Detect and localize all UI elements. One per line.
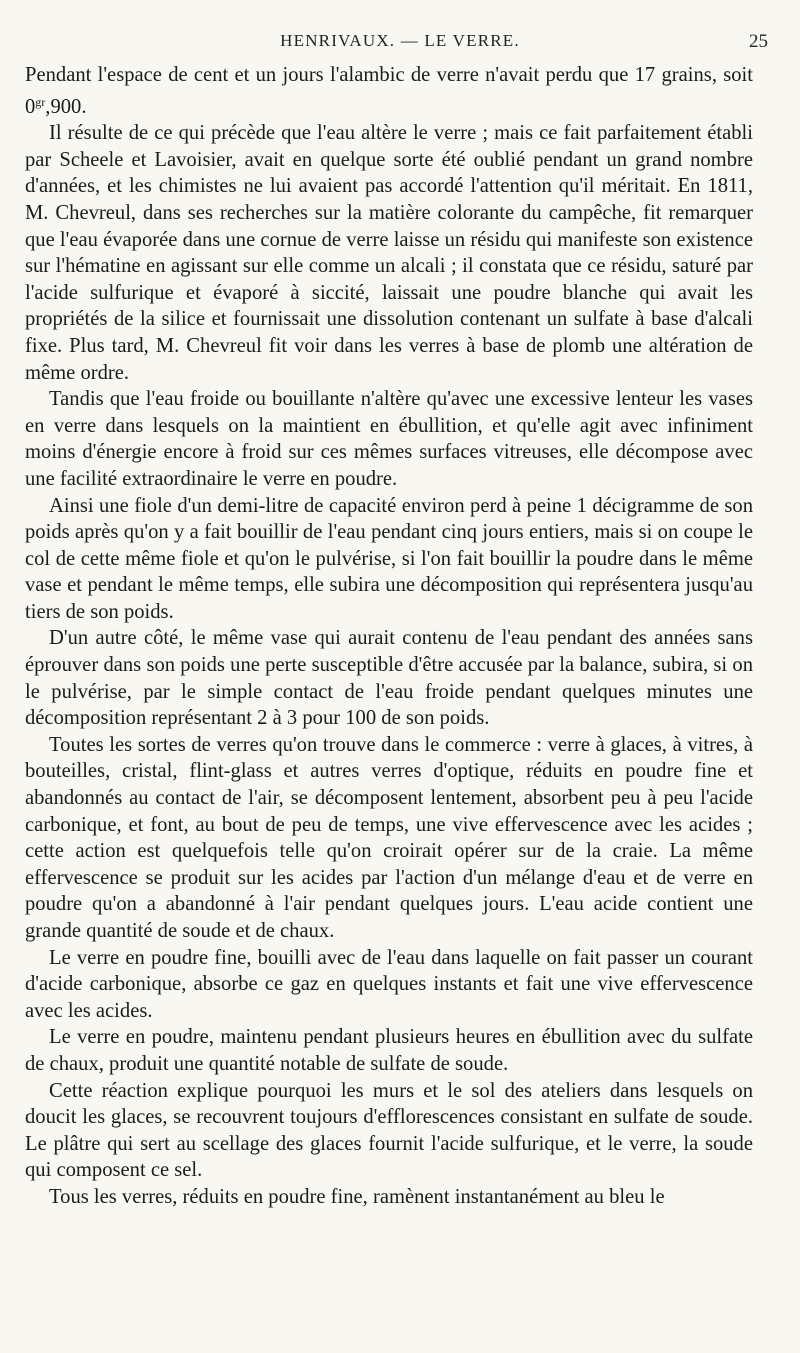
paragraph: Le verre en poudre fine, bouilli avec de l'eau dans laquelle on fait passer un courant d'acide carbonique, absorbe ce gaz en quelques instants et fait une vive effervescence avec les acides. xyxy=(25,946,753,1022)
paragraph: Il résulte de ce qui précède que l'eau altère le verre ; mais ce fait parfaitement établi par Scheele et Lavoisier, avait en quelque sorte été oublié pendant un grand nombre d'années, et les chimistes ne lui avaient pas accordé l'attention qu'il méritait. En 1811, M. Chevreul, dans ses recherches sur la matière colorante du campêche, fit remarquer que l'eau évaporée dans une cornue de verre laisse un résidu qui manifeste son existence sur l'hématine en agissant sur elle comme un alcali ; il constata que ce résidu, saturé par l'acide sulfurique et évaporé à siccité, laissait une poudre blanche qui avait les propriétés de la silice et fournissait une dissolution contenant un sulfate à base d'alcali fixe. Plus tard, M. Chevreul fit voir dans les verres à base de plomb une altération de même ordre. xyxy=(25,122,753,384)
paragraph: Tous les verres, réduits en poudre fine, ramènent instantanément au bleu le xyxy=(49,1185,665,1208)
paragraph: Le verre en poudre, maintenu pendant plusieurs heures en ébullition avec du sulfate de chaux, produit une quantité notable de sulfate de soude. xyxy=(25,1026,753,1075)
paragraph-text: ,900. xyxy=(45,95,87,118)
superscript-unit: gr xyxy=(35,94,46,109)
page-header xyxy=(0,27,800,57)
paragraph: Ainsi une fiole d'un demi-litre de capacité environ perd à peine 1 décigramme de son poids après qu'on y a fait bouillir de l'eau pendant cinq jours entiers, mais si on coupe le col de cette même fiole et qu'on le pulvérise, si l'on fait bouillir la poudre dans le même vase et pendant le même temps, elle subira une décomposition qui représentera jusqu'au tiers de son poids. xyxy=(25,494,753,623)
body-text xyxy=(25,62,753,1211)
page-number: 25 xyxy=(749,31,768,52)
paragraph: D'un autre côté, le même vase qui aurait contenu de l'eau pendant des années sans éprouver dans son poids une perte susceptible d'être accusée par la balance, subira, si on le pulvérise, par le simple contact de l'eau froide pendant quelques minutes une décomposition représentant 2 à 3 pour 100 de son poids. xyxy=(25,627,753,730)
paragraph: Cette réaction explique pourquoi les murs et le sol des ateliers dans lesquels on doucit les glaces, se recouvrent toujours d'efflorescences consistant en sulfate de soude. Le plâtre qui sert au scellage des glaces fournit l'acide sulfurique, et le verre, la soude qui composent ce sel. xyxy=(25,1079,753,1182)
paragraph-text: Pendant l'espace de cent et un jours l'alambic de verre n'avait perdu que 17 grains, soit 0 xyxy=(25,64,753,118)
paragraph: Tandis que l'eau froide ou bouillante n'altère qu'avec une excessive lenteur les vases en verre dans lesquels on la maintient en ébullition, et qu'elle agit avec infiniment moins d'énergie encore à froid sur ces mêmes surfaces vitreuses, elle décompose avec une facilité extraordinaire le verre en poudre. xyxy=(25,388,753,490)
running-head: HENRIVAUX. — LE VERRE. xyxy=(280,31,520,50)
paragraph: Toutes les sortes de verres qu'on trouve dans le commerce : verre à glaces, à vitres, à bouteilles, cristal, flint-glass et autres verres d'optique, réduits en poudre fine et abandonnés au contact de l'air, se décomposent lentement, absorbent peu à peu l'acide carbonique, et font, au bout de peu de temps, une vive effervescence avec les acides ; cette action est quelquefois telle qu'on croirait opérer sur de la craie. La même effervescence se produit sur les acides par l'action d'un mélange d'eau et de verre en poudre qu'on a abandonné à l'air pendant quelques jours. L'eau acide contient une grande quantité de soude et de chaux. xyxy=(25,733,753,942)
paragraph xyxy=(25,62,753,120)
